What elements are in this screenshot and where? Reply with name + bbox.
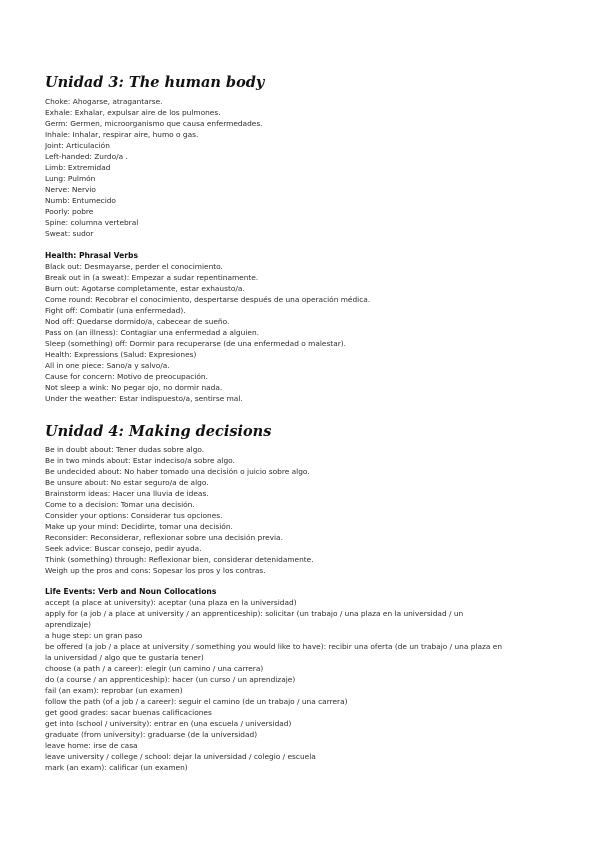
vocab-line: Reconsider: Reconsiderar, reflexionar sobre una decisión previa. [45,533,283,542]
collocation-line: leave university / college / school: dejar la universidad / colegio / escuela [45,752,316,761]
phrasal-line: Burn out: Agotarse completamente, estar exhausto/a. [45,284,245,293]
vocab-line: Left-handed: Zurdo/a . [45,152,128,161]
vocab-line: Spine: columna vertebral [45,218,139,227]
collocation-line: get into (school / university): entrar en (una escuela / universidad) [45,719,292,728]
phrasal-line: Nod off: Quedarse dormido/a, cabecear de sueño. [45,317,230,326]
collocations-list [45,597,510,773]
collocation-line: choose (a path / a career): elegir (un camino / una carrera) [45,664,264,673]
collocation-line: fail (an exam): reprobar (un examen) [45,686,183,695]
vocab-line: Germ: Germen, microorganismo que causa enfermedades. [45,119,263,128]
vocab-line: Be unsure about: No estar seguro/a de algo. [45,478,209,487]
unit3-title: Unidad 3: The human body [45,74,265,91]
phrasal-line: Under the weather: Estar indispuesto/a, sentirse mal. [45,394,243,403]
vocab-line: Weigh up the pros and cons: Sopesar los pros y los contras. [45,566,266,575]
unit4-title: Unidad 4: Making decisions [45,423,272,440]
phrasal-line: Sleep (something) off: Dormir para recuperarse (de una enfermedad o malestar). [45,339,346,348]
collocation-line: leave home: irse de casa [45,741,138,750]
unit4-vocab-list [45,444,314,576]
collocation-line: be offered (a job / a place at university / something you would like to have): recibir una oferta (de un trabajo / una plaza en la universidad / algo que te gustaría tener) [45,642,503,662]
vocab-line: Be in two minds about: Estar indeciso/a sobre algo. [45,456,235,465]
collocation-line: apply for (a job / a place at university / an apprenticeship): solicitar (un trabajo / una plaza en la universidad / un aprendizaje) [45,609,464,629]
collocation-line: do (a course / an apprenticeship): hacer (un curso / un aprendizaje) [45,675,296,684]
collocation-line: get good grades: sacar buenas calificaciones [45,708,212,717]
vocab-line: Think (something) through: Reflexionar bien, considerar detenidamente. [45,555,314,564]
vocab-line: Seek advice: Buscar consejo, pedir ayuda. [45,544,202,553]
phrasal-line: Fight off: Combatir (una enfermedad). [45,306,186,315]
phrasal-verbs-heading: Health: Phrasal Verbs [45,251,138,260]
collocation-line: a huge step: un gran paso [45,631,143,640]
vocab-line: Come to a decision: Tomar una decisión. [45,500,195,509]
collocation-line: follow the path (of a job / a career): seguir el camino (de un trabajo / una carrera) [45,697,348,706]
vocab-line: Consider your options: Considerar tus opciones. [45,511,223,520]
vocab-line: Limb: Extremidad [45,163,111,172]
vocab-line: Be in doubt about: Tener dudas sobre algo. [45,445,205,454]
vocab-line: Lung: Pulmón [45,174,96,183]
phrasal-line: Black out: Desmayarse, perder el conocimiento. [45,262,223,271]
vocab-line: Sweat: sudor [45,229,94,238]
phrasal-line: Health: Expressions (Salud: Expresiones) [45,350,197,359]
vocab-line: Brainstorm ideas: Hacer una lluvia de ideas. [45,489,209,498]
vocab-line: Numb: Entumecido [45,196,116,205]
phrasal-line: All in one piece: Sano/a y salvo/a. [45,361,170,370]
phrasal-line: Pass on (an illness): Contagiar una enfermedad a alguien. [45,328,259,337]
vocab-line: Exhale: Exhalar, expulsar aire de los pulmones. [45,108,221,117]
phrasal-line: Cause for concern: Motivo de preocupación. [45,372,208,381]
vocab-line: Joint: Articulación [45,141,110,150]
collocation-line: accept (a place at university): aceptar (una plaza en la universidad) [45,598,297,607]
phrasal-verbs-list [45,261,370,404]
collocations-heading: Life Events: Verb and Noun Collocations [45,587,217,596]
vocab-line: Be undecided about: No haber tomado una decisión o juicio sobre algo. [45,467,310,476]
collocation-line: graduate (from university): graduarse (de la universidad) [45,730,258,739]
vocab-line: Inhale: Inhalar, respirar aire, humo o gas. [45,130,199,139]
phrasal-line: Come round: Recobrar el conocimiento, despertarse después de una operación médica. [45,295,371,304]
unit3-vocab-list [45,96,263,239]
vocab-line: Nerve: Nervio [45,185,96,194]
vocab-line: Choke: Ahogarse, atragantarse. [45,97,163,106]
phrasal-line: Not sleep a wink: No pegar ojo, no dormir nada. [45,383,223,392]
collocation-line: mark (an exam): calificar (un examen) [45,763,188,772]
phrasal-line: Break out in (a sweat): Empezar a sudar repentinamente. [45,273,259,282]
vocab-line: Make up your mind: Decidirte, tomar una decisión. [45,522,233,531]
vocab-line: Poorly: pobre [45,207,94,216]
